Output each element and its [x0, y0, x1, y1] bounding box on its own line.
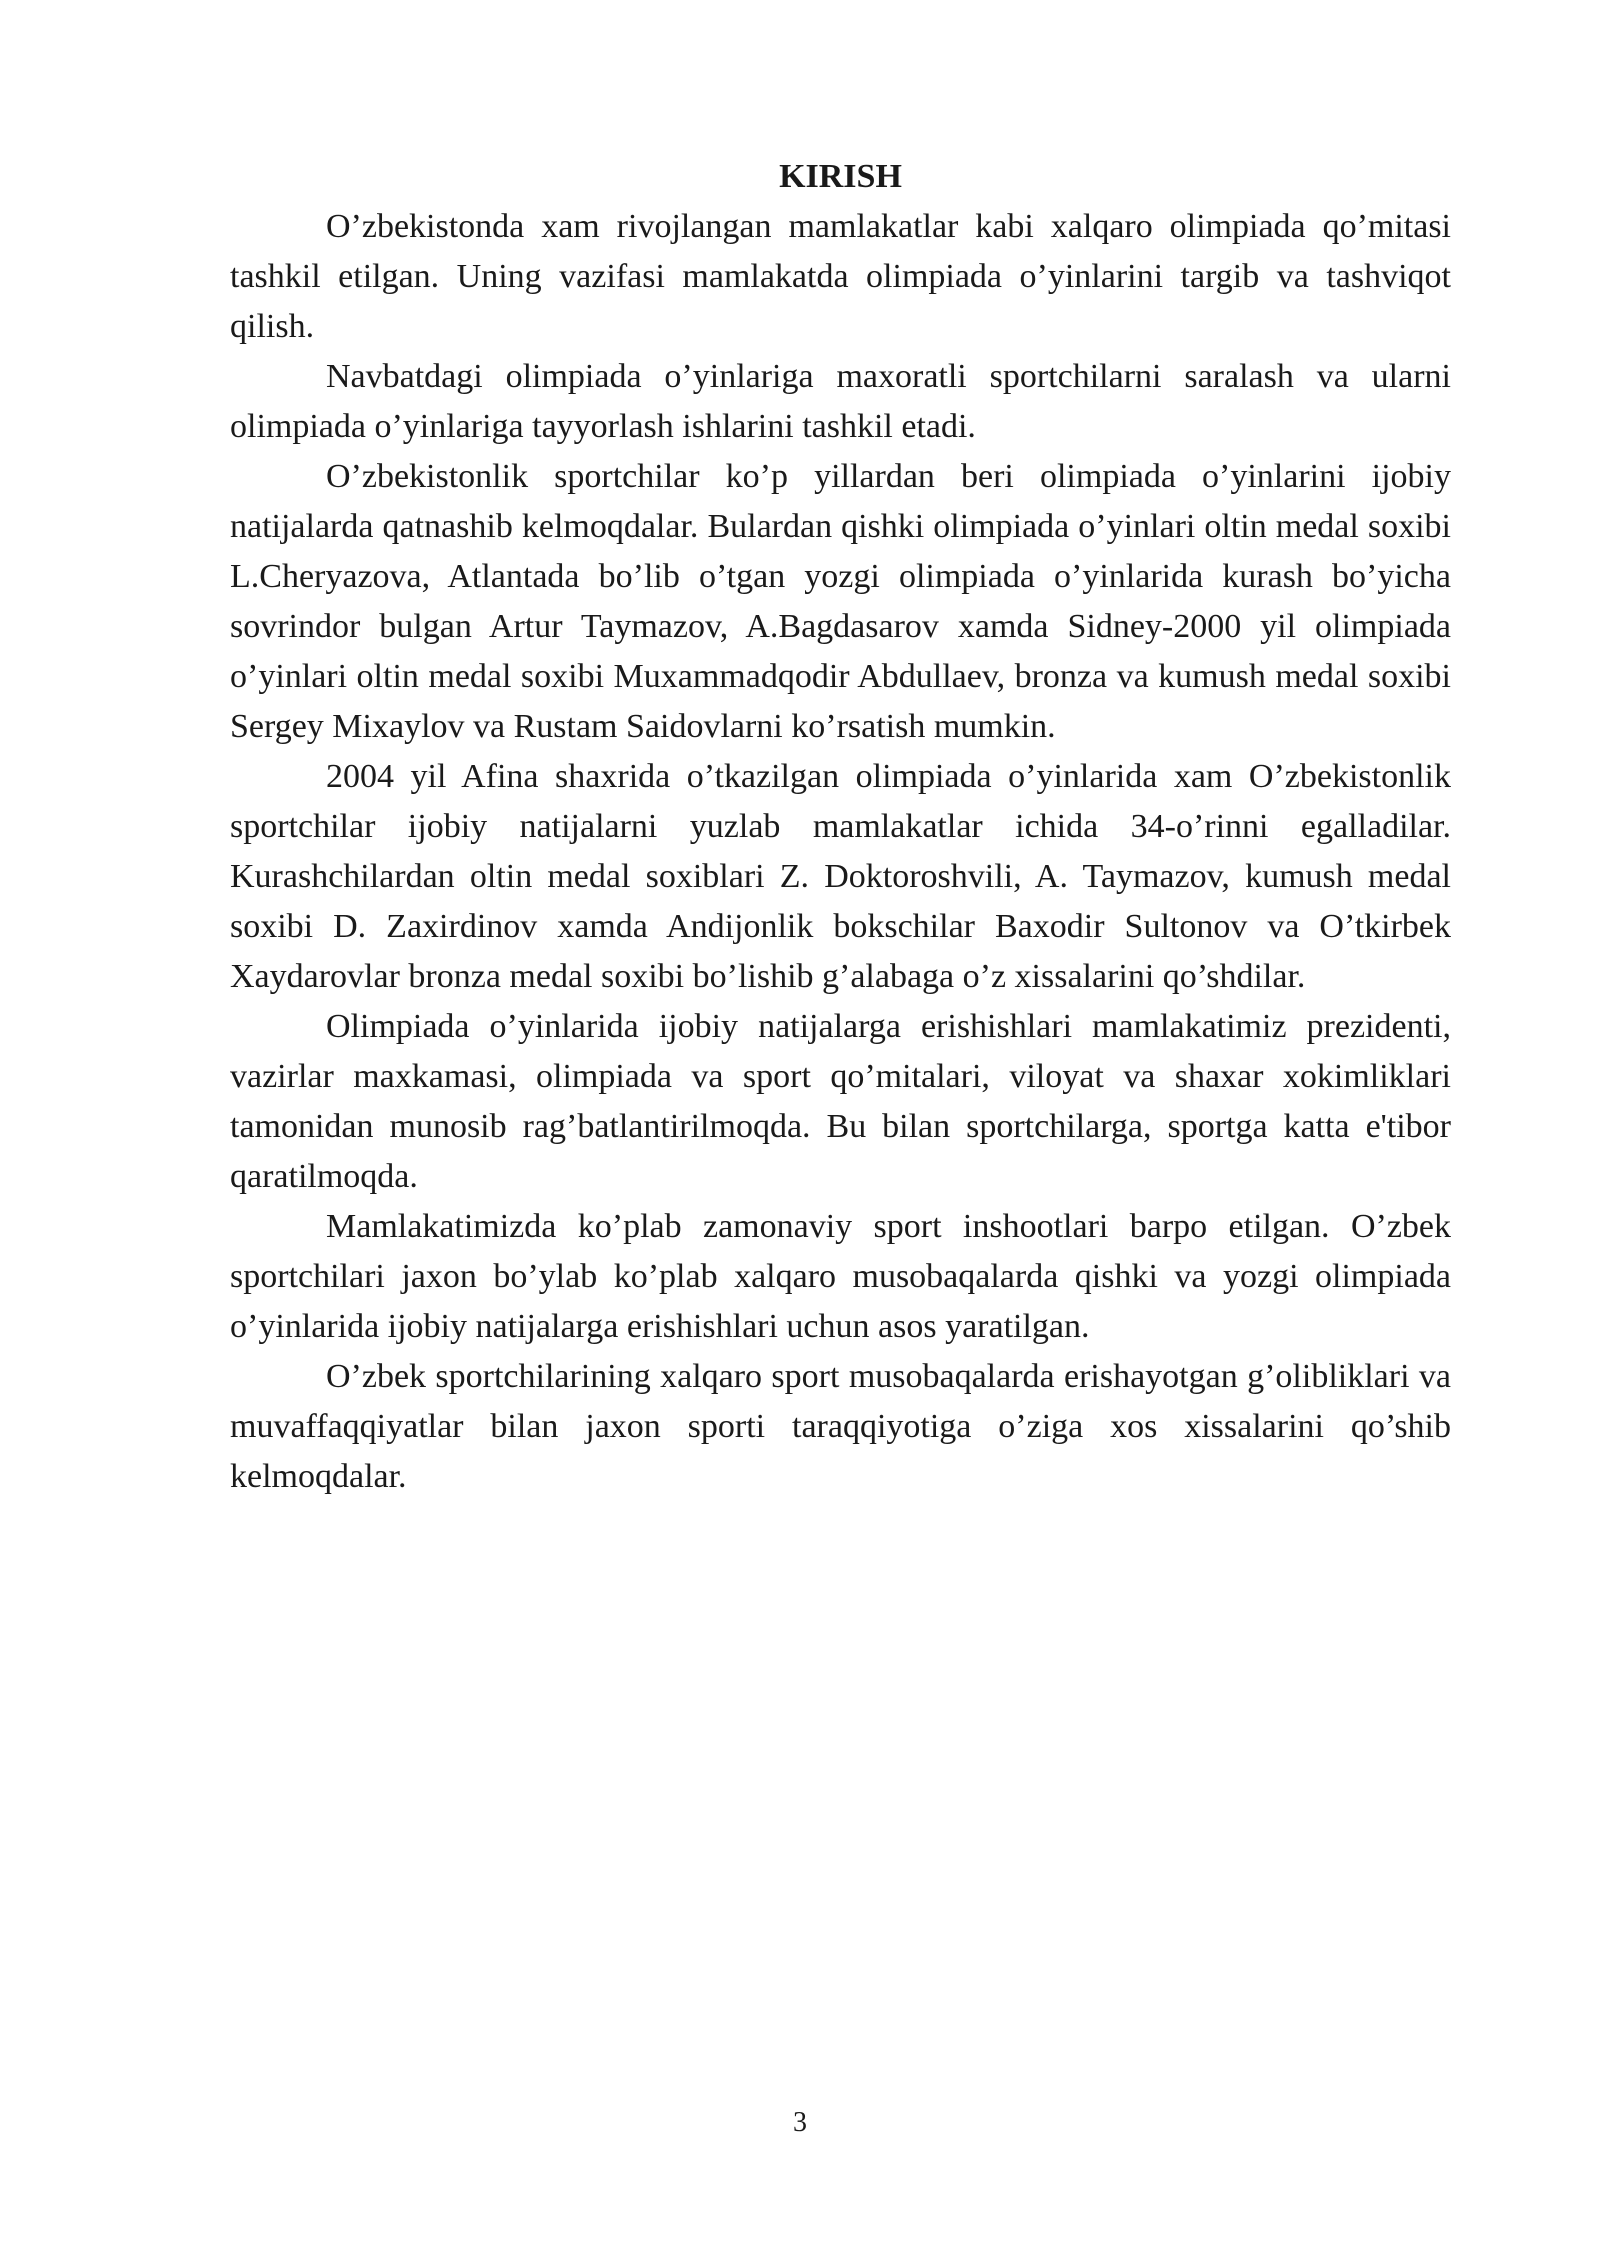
- section-heading: KIRISH: [779, 158, 902, 195]
- paragraph-4: 2004 yil Afina shaxrida o’tkazilgan olimpiada o’yinlarida xam O’zbekistonlik sportchilar ijobiy natijalarni yuzlab mamlakatlar ichida 34-o’rinni egalladilar. Kurashchilardan oltin medal soxiblari Z. Doktoroshvili, A. Taymazov, kumush medal soxibi D. Zaxirdinov xamda Andijonlik bokschilar Baxodir Sultonov va O’tkirbek Xaydarovlar bronza medal soxibi bo’lishib g’alabaga o’z xissalarini qo’shdilar.: [230, 758, 1451, 995]
- paragraph-1: O’zbekistonda xam rivojlangan mamlakatlar kabi xalqaro olimpiada qo’mitasi tashkil etilgan. Uning vazifasi mamlakatda olimpiada o’yinlarini targib va tashviqot qilish.: [230, 208, 1451, 345]
- paragraph-5: Olimpiada o’yinlarida ijobiy natijalarga erishishlari mamlakatimiz prezidenti, vazirlar maxkamasi, olimpiada va sport qo’mitalari, viloyat va shaxar xokimliklari tamonidan munosib rag’batlantirilmoqda. Bu bilan sportchilarga, sportga katta e'tibor qaratilmoqda.: [230, 1008, 1451, 1195]
- paragraph-3: O’zbekistonlik sportchilar ko’p yillardan beri olimpiada o’yinlarini ijobiy natijalarda qatnashib kelmoqdalar. Bulardan qishki olimpiada o’yinlari oltin medal soxibi L.Cheryazova, Atlantada bo’lib o’tgan yozgi olimpiada o’yinlarida kurash bo’yicha sovrindor bulgan Artur Taymazov, A.Bagdasarov xamda Sidney-2000 yil olimpiada o’yinlari oltin medal soxibi Muxammadqodir Abdullaev, bronza va kumush medal soxibi Sergey Mixaylov va Rustam Saidovlarni ko’rsatish mumkin.: [230, 458, 1451, 745]
- page-number: 3: [793, 2107, 807, 2138]
- page-body: [230, 152, 1451, 1502]
- paragraph-6: Mamlakatimizda ko’plab zamonaviy sport inshootlari barpo etilgan. O’zbek sportchilari jaxon bo’ylab ko’plab xalqaro musobaqalarda qishki va yozgi olimpiada o’yinlarida ijobiy natijalarga erishishlari uchun asos yaratilgan.: [230, 1208, 1451, 1345]
- paragraph-7: O’zbek sportchilarining xalqaro sport musobaqalarda erishayotgan g’olibliklari va muvaffaqqiyatlar bilan jaxon sporti taraqqiyotiga o’ziga xos xissalarini qo’shib kelmoqdalar.: [230, 1358, 1451, 1495]
- paragraph-2: Navbatdagi olimpiada o’yinlariga maxoratli sportchilarni saralash va ularni olimpiada o’yinlariga tayyorlash ishlarini tashkil etadi.: [230, 358, 1451, 445]
